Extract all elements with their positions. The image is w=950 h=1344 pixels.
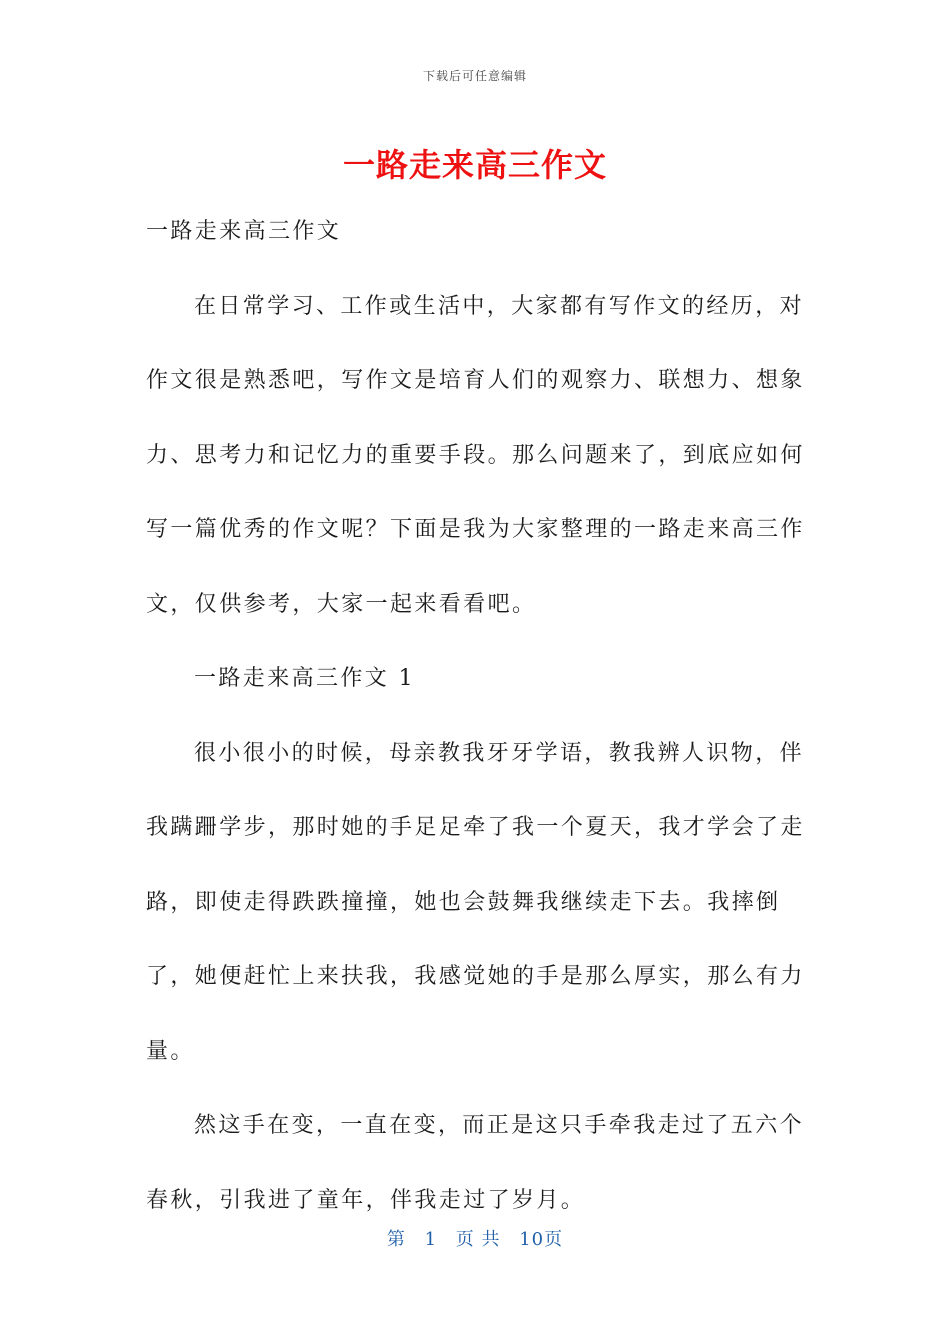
body-paragraph: 然这手在变，一直在变，而正是这只手牵我走过了五六个春秋，引我进了童年，伴我走过了岁月。: [146, 1113, 805, 1213]
intro-paragraph: 在日常学习、工作或生活中，大家都有写作文的经历，对作文很是熟悉吧，写作文是培育人们的观察力、联想力、想象力、思考力和记忆力的重要手段。那么问题来了，到底应如何写一篇优秀的作文呢？下面是我为大家整理的一路走来高三作文，仅供参考，大家一起来看看吧。: [146, 293, 805, 617]
page-footer: [0, 1225, 950, 1251]
page-header: 下载后可任意编辑: [422, 69, 527, 83]
document-title: 一路走来高三作文: [342, 146, 607, 184]
document-subtitle: 一路走来高三作文: [146, 219, 342, 244]
document-body: [146, 195, 806, 1238]
footer-middle: 页 共: [455, 1229, 501, 1250]
footer-current-page: 1: [424, 1229, 438, 1250]
body-paragraph: 很小很小的时候，母亲教我牙牙学语，教我辨人识物，伴我蹒跚学步，那时她的手足足牵了我一个夏天，我才学会了走路，即使走得跌跌撞撞，她也会鼓舞我继续走下去。我摔倒了，她便赶忙上来扶我，我感觉她的手是那么厚实，那么有力量。: [146, 740, 805, 1064]
footer-total-pages: 10页: [519, 1229, 564, 1250]
footer-prefix: 第: [386, 1229, 406, 1250]
section-heading: 一路走来高三作文 1: [194, 666, 415, 691]
